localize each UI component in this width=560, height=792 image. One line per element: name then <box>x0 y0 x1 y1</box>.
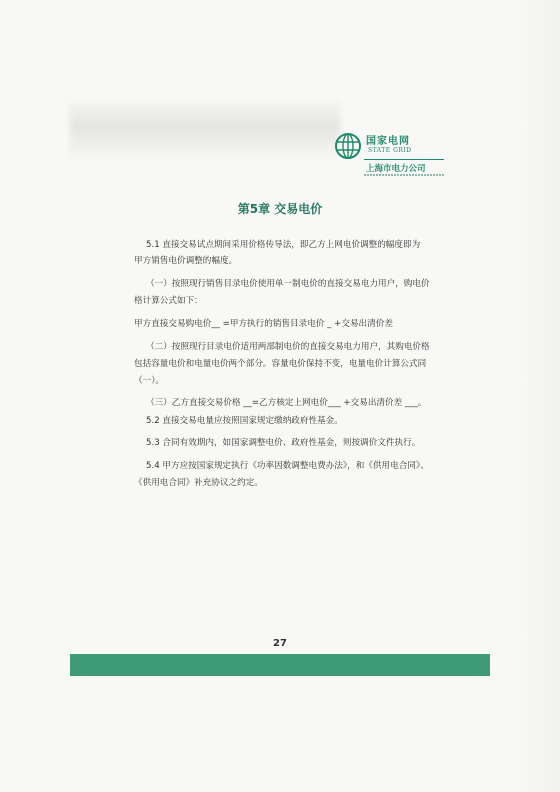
chapter-title: 第5章 交易电价 <box>237 202 323 216</box>
state-grid-globe-icon <box>334 132 362 160</box>
logo-english-name: STATE GRID <box>368 147 412 154</box>
paragraph-line: （二）按照现行目录电价适用两部制电价的直接交易电力用户，其购电价格 <box>146 342 430 352</box>
paragraph-line: 5.1 直接交易试点期间采用价格传导法，即乙方上网电价调整的幅度即为 <box>146 240 421 250</box>
logo-divider <box>364 159 444 160</box>
paragraph-line: （一）。 <box>134 376 165 386</box>
logo-chinese-name: 国家电网 <box>366 136 410 147</box>
paragraph-line: 格计算公式如下： <box>134 296 203 306</box>
footer-color-band <box>70 654 490 676</box>
paragraph-line: 5.3 合同有效期内，如国家调整电价、政府性基金，则按调价文件执行。 <box>146 438 421 448</box>
formula-line: （三）乙方直接交易价格 __=乙方核定上网电价___ +交易出清价差 ___。 <box>146 398 427 408</box>
faded-watermark <box>70 98 340 160</box>
formula-line: 甲方直接交易购电价__ =甲方执行的销售目录电价 _ +交易出清价差 <box>134 319 393 329</box>
logo-small-print <box>364 174 444 176</box>
paragraph-line: 《供用电合同》补充协议之约定。 <box>134 478 263 488</box>
logo-company-name: 上海市电力公司 <box>366 164 426 174</box>
paragraph-line: 包括容量电价和电量电价两个部分。容量电价保持不变，电量电价计算公式同 <box>134 359 427 369</box>
state-grid-logo <box>334 130 446 178</box>
page-number: 27 <box>273 638 287 649</box>
paragraph-line: 甲方销售电价调整的幅度。 <box>134 256 238 266</box>
paragraph-line: 5.4 甲方应按国家规定执行《功率因数调整电费办法》，和《供用电合同》、 <box>146 461 429 471</box>
scan-edge-shadow <box>520 0 560 792</box>
paragraph-line: 5.2 直接交易电量应按照国家规定缴纳政府性基金。 <box>146 416 343 426</box>
paragraph-line: （一）按照现行销售目录电价使用单一制电价的直接交易电力用户，购电价 <box>146 279 430 289</box>
